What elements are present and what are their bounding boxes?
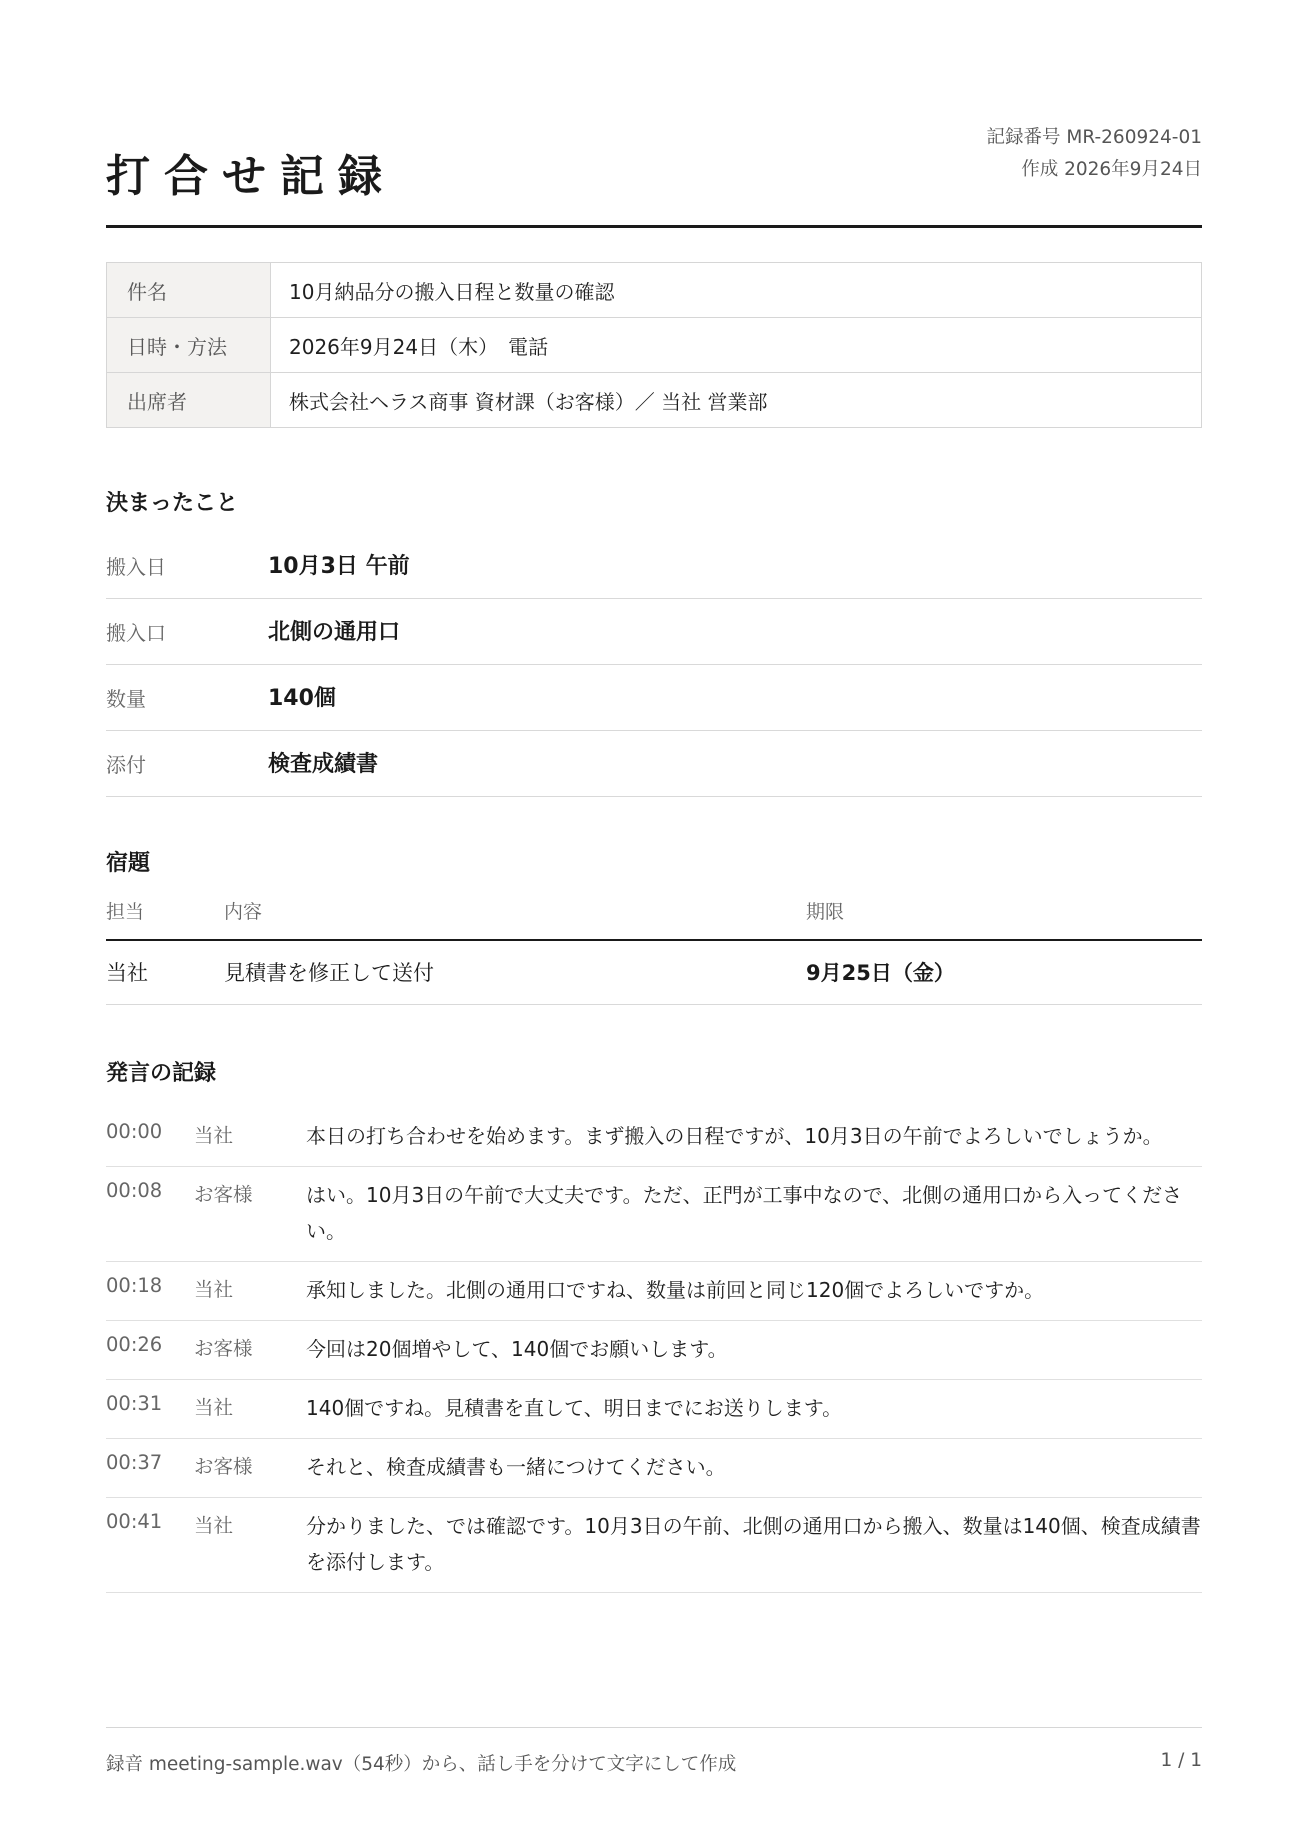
info-table <box>106 262 1202 428</box>
utterance-row <box>106 1321 1202 1380</box>
utterance-row <box>106 1262 1202 1321</box>
utterance-row <box>106 1439 1202 1498</box>
tasks-table <box>106 895 1202 1005</box>
utterance-speaker: 当社 <box>194 1124 234 1147</box>
decision-key: 数量 <box>106 687 146 711</box>
tasks-heading: 宿題 <box>106 851 151 876</box>
info-key: 出席者 <box>107 373 271 428</box>
utterance-row <box>106 1167 1202 1262</box>
info-value: 2026年9月24日（木） 電話 <box>271 318 1202 373</box>
info-key: 日時・方法 <box>107 318 271 373</box>
decision-key: 添付 <box>106 753 146 777</box>
transcript-list <box>106 1108 1202 1593</box>
decision-row <box>106 599 1202 665</box>
tasks-header-due: 期限 <box>806 901 845 923</box>
page-number: 1 / 1 <box>1160 1750 1202 1771</box>
document-page <box>106 0 1202 1839</box>
task-owner: 当社 <box>106 961 148 985</box>
utterance-row <box>106 1108 1202 1167</box>
decision-value: 140個 <box>268 686 336 711</box>
decisions-heading: 決まったこと <box>106 491 239 516</box>
utterance-row <box>106 1380 1202 1439</box>
utterance-text: 140個ですね。見積書を直して、明日までにお送りします。 <box>306 1396 843 1420</box>
utterance-speaker: お客様 <box>194 1183 253 1206</box>
tasks-header-content: 内容 <box>224 901 263 923</box>
document-header <box>106 118 1202 228</box>
page-title: 打合せ記録 <box>106 151 396 202</box>
tasks-header-row <box>106 895 1202 941</box>
task-content: 見積書を修正して送付 <box>224 961 434 985</box>
decision-value: 検査成績書 <box>268 752 379 777</box>
tasks-header-owner: 担当 <box>106 901 145 923</box>
decision-value: 10月3日 午前 <box>268 554 410 579</box>
utterance-time: 00:08 <box>106 1179 163 1202</box>
decision-row <box>106 533 1202 599</box>
utterance-row <box>106 1498 1202 1593</box>
info-value: 10月納品分の搬入日程と数量の確認 <box>271 263 1202 318</box>
info-value: 株式会社ヘラス商事 資材課（お客様）／ 当社 営業部 <box>271 373 1202 428</box>
record-number: 記録番号 MR-260924-01 <box>986 127 1202 148</box>
utterance-text: 分かりました、では確認です。10月3日の午前、北側の通用口から搬入、数量は140個、検査成績書を添付します。 <box>306 1514 1201 1574</box>
utterance-time: 00:26 <box>106 1333 163 1356</box>
info-key: 件名 <box>107 263 271 318</box>
decision-row <box>106 731 1202 797</box>
utterance-speaker: 当社 <box>194 1514 234 1537</box>
document-footer <box>106 1727 1202 1775</box>
header-meta <box>987 122 1202 186</box>
utterance-time: 00:37 <box>106 1451 163 1474</box>
transcript-heading: 発言の記録 <box>106 1061 217 1086</box>
utterance-speaker: お客様 <box>194 1455 253 1478</box>
decision-row <box>106 665 1202 731</box>
utterance-time: 00:31 <box>106 1392 163 1415</box>
task-due: 9月25日（金） <box>806 961 955 985</box>
utterance-time: 00:18 <box>106 1274 163 1297</box>
decision-value: 北側の通用口 <box>268 620 401 645</box>
utterance-time: 00:41 <box>106 1510 163 1533</box>
utterance-speaker: お客様 <box>194 1337 253 1360</box>
decisions-list <box>106 533 1202 797</box>
decision-key: 搬入口 <box>106 621 166 645</box>
utterance-speaker: 当社 <box>194 1396 234 1419</box>
info-row-datetime <box>107 318 1202 373</box>
source-note: 録音 meeting-sample.wav（54秒）から、話し手を分けて文字にして作成 <box>106 1754 737 1775</box>
utterance-speaker: 当社 <box>194 1278 234 1301</box>
task-row <box>106 941 1202 1005</box>
utterance-text: 本日の打ち合わせを始めます。まず搬入の日程ですが、10月3日の午前でよろしいでしょうか。 <box>306 1124 1163 1148</box>
decision-key: 搬入日 <box>106 555 166 579</box>
created-date: 作成 2026年9月24日 <box>1021 159 1202 180</box>
utterance-time: 00:00 <box>106 1120 163 1143</box>
info-row-subject <box>107 263 1202 318</box>
info-row-attendees <box>107 373 1202 428</box>
utterance-text: 今回は20個増やして、140個でお願いします。 <box>306 1337 728 1361</box>
utterance-text: はい。10月3日の午前で大丈夫です。ただ、正門が工事中なので、北側の通用口から入ってください。 <box>306 1183 1183 1243</box>
utterance-text: 承知しました。北側の通用口ですね、数量は前回と同じ120個でよろしいですか。 <box>306 1278 1045 1302</box>
utterance-text: それと、検査成績書も一緒につけてください。 <box>306 1455 726 1479</box>
